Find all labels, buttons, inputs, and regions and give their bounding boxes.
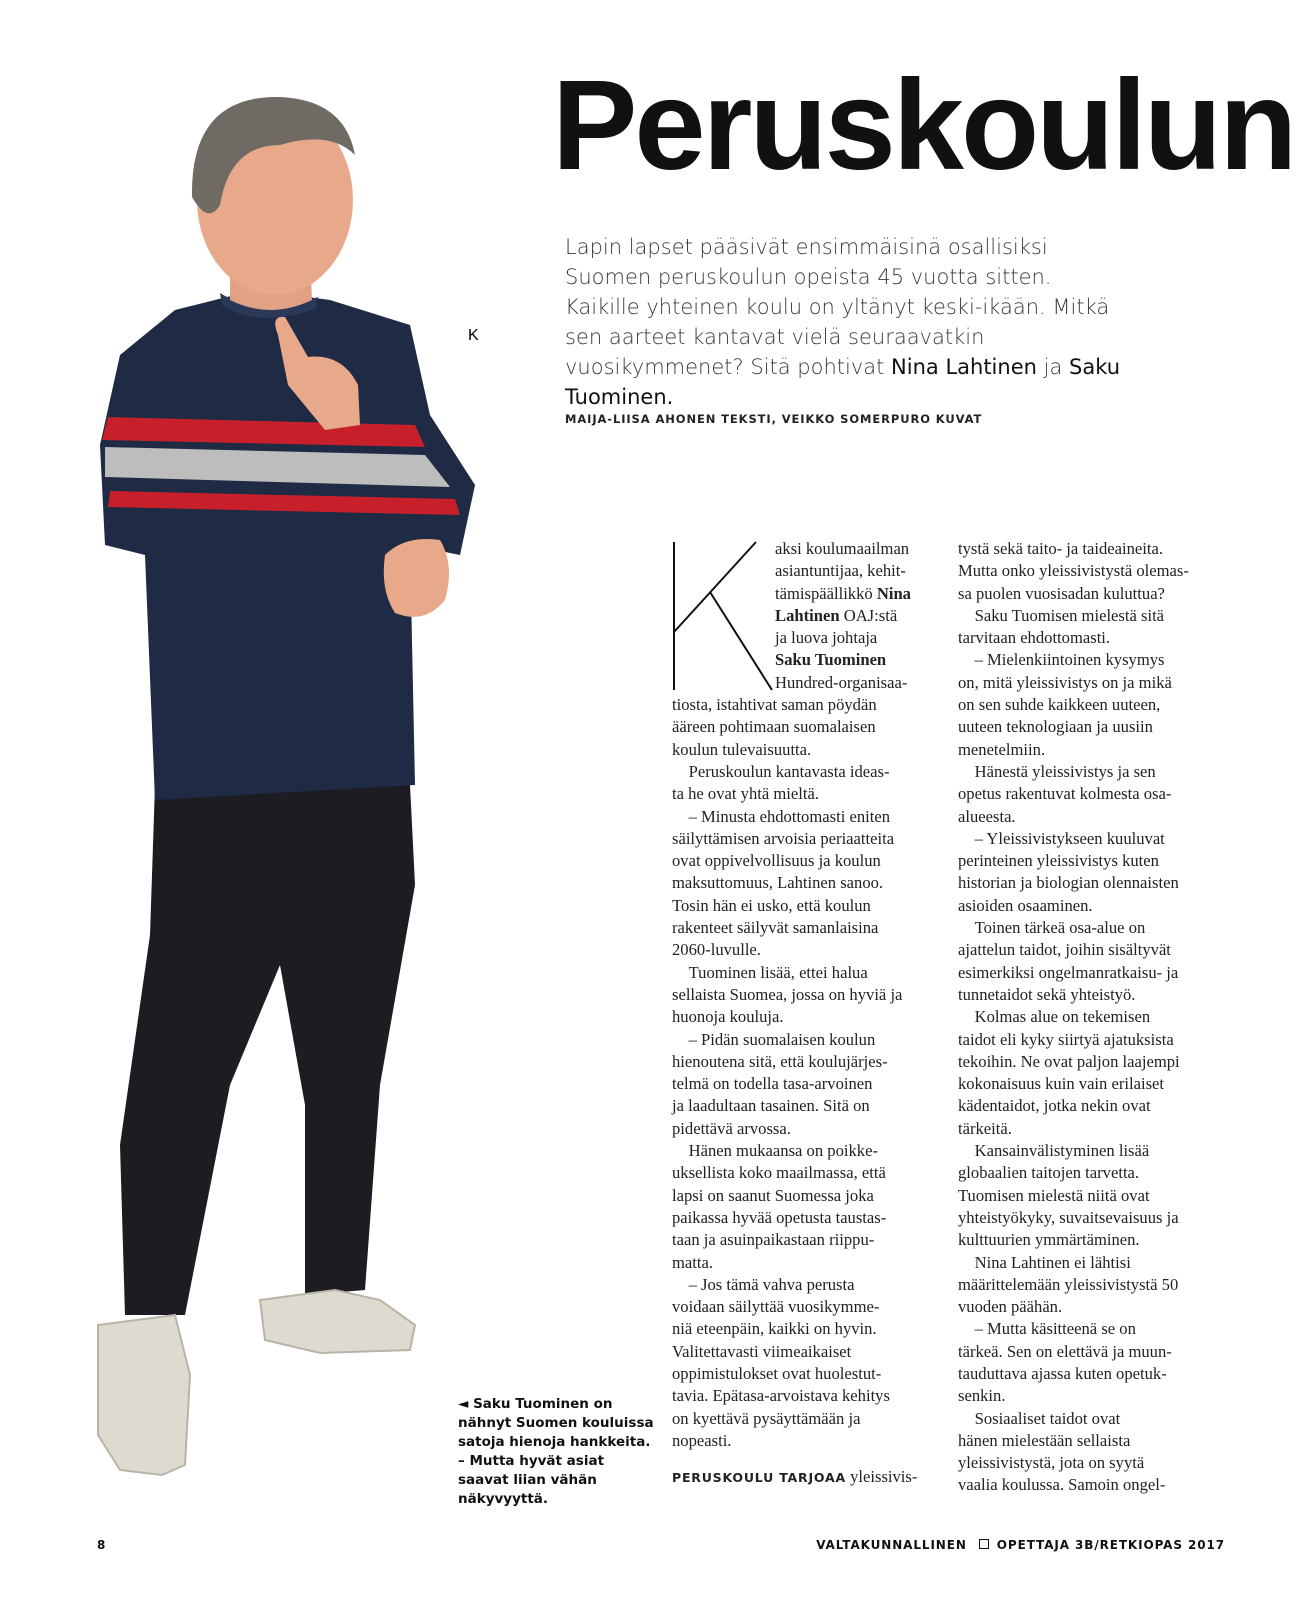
name-bold: Saku Tuominen: [775, 650, 887, 670]
body-line: alueesta.: [958, 806, 1016, 826]
body-line: kulttuurien ymmärtäminen.: [958, 1230, 1140, 1250]
body-line: perinteinen yleissivistys kuten: [958, 851, 1159, 871]
body-lines: [672, 694, 937, 1452]
body-text: tämispäällikkö: [775, 583, 873, 603]
body-line: pidettävä arvossa.: [672, 1118, 791, 1138]
body-line: Tosin hän ei usko, että koulun: [672, 895, 871, 915]
body-line: sa puolen vuosisadan kuluttua?: [958, 583, 1165, 603]
article-lede: [565, 232, 1125, 412]
body-column-2: [958, 538, 1228, 1497]
lede-join: ja: [1043, 355, 1063, 379]
portrait-photo: [80, 85, 510, 1505]
page-number: 8: [97, 1538, 106, 1552]
body-line: vaalia koulussa. Samoin ongel-: [958, 1475, 1166, 1495]
body-line: tunnetaidot sekä yhteistyö.: [958, 984, 1136, 1004]
separator-square-icon: [979, 1539, 989, 1549]
body-line: on, mitä yleissivistys on ja mikä: [958, 672, 1172, 692]
body-line: tärkeä. Sen on elettävä ja muun-: [958, 1341, 1172, 1361]
body-line: paikassa hyvää opetusta taustas-: [672, 1207, 887, 1227]
body-line: tekoihin. Ne ovat paljon laajempi: [958, 1051, 1180, 1071]
body-line: Kolmas alue on tekemisen: [958, 1007, 1151, 1027]
body-line: maksuttomuus, Lahtinen sanoo.: [672, 873, 884, 893]
body-line: yhteistyökyky, suvaitsevaisuus ja: [958, 1207, 1179, 1227]
name-bold: Lahtinen: [775, 605, 840, 625]
body-line: matta.: [672, 1252, 714, 1272]
dropcap-wrap-block: [775, 538, 937, 694]
drop-cap-text: K: [468, 327, 479, 344]
body-line: Sosiaaliset taidot ovat: [958, 1408, 1121, 1428]
body-line: asioiden osaaminen.: [958, 895, 1093, 915]
body-line: tystä sekä taito- ja taideaineita.: [958, 539, 1164, 558]
body-line: ja laadultaan tasainen. Sitä on: [672, 1096, 870, 1116]
body-line: säilyttämisen arvoisia periaatteita: [672, 828, 895, 848]
body-line: Tuomisen mielestä niitä ovat: [958, 1185, 1150, 1205]
body-line: hienoutena sitä, että koulujärjes-: [672, 1051, 888, 1071]
body-line: aksi koulumaailman: [775, 539, 910, 558]
lead-in-line: [672, 1466, 937, 1489]
body-line: 2060-luvulle.: [672, 940, 761, 960]
body-line: menetelmiin.: [958, 739, 1046, 759]
body-line: taidot eli kyky siirtyä ajatuksista: [958, 1029, 1174, 1049]
body-line: kokonaisuus kuin vain erilaiset: [958, 1074, 1165, 1094]
publication-name-b: OPETTAJA 3B/RETKIOPAS 2017: [996, 1538, 1225, 1552]
body-line: ääreen pohtimaan suomalaisen: [672, 717, 876, 737]
body-line: huonoja kouluja.: [672, 1007, 784, 1027]
body-line: sellaista Suomea, jossa on hyviä ja: [672, 984, 903, 1004]
body-line: Hundred-organisaa-: [775, 672, 908, 692]
body-line: – Mutta käsitteenä se on: [958, 1319, 1136, 1339]
body-line: – Pidän suomalaisen koulun: [672, 1029, 876, 1049]
body-line: yleissivistystä, jota on syytä: [958, 1453, 1145, 1473]
body-line: rakenteet säilyvät samanlaisina: [672, 918, 879, 938]
body-text: OAJ:stä: [839, 605, 898, 625]
body-text: yleissivis-: [845, 1467, 918, 1487]
body-line: niä eteenpäin, kaikki on hyvin.: [672, 1319, 877, 1339]
trousers: [120, 785, 415, 1315]
publication-footer: [816, 1538, 1225, 1552]
body-line: opetus rakentuvat kolmesta osa-: [958, 784, 1172, 804]
body-line: historian ja biologian olennaisten: [958, 873, 1179, 893]
body-line: uuteen teknologiaan ja uusiin: [958, 717, 1153, 737]
body-line: tavia. Epätasa-arvoistava kehitys: [672, 1386, 890, 1406]
body-line: Valitettavasti viimeaikaiset: [672, 1341, 852, 1361]
body-line: telmä on todella tasa-arvoinen: [672, 1074, 873, 1094]
lede-name-2: Saku Tuominen.: [565, 355, 1121, 409]
body-line: taan ja asuinpaikastaan riippu-: [672, 1230, 875, 1250]
body-line: – Jos tämä vahva perusta: [672, 1274, 855, 1294]
body-line: Kansainvälistyminen lisää: [958, 1141, 1150, 1161]
body-column-1: [672, 538, 937, 1489]
body-line: senkin.: [958, 1386, 1006, 1406]
photo-caption: ◄ Saku Tuominen on nähnyt Suomen kouluissa satoja hienoja hankkeita. – Mutta hyvät asiat saavat liian vähän näkyvyyttä.: [458, 1396, 654, 1507]
body-line: – Mielenkiintoinen kysymys: [958, 650, 1165, 670]
publication-name-a: VALTAKUNNALLINEN: [816, 1538, 967, 1552]
body-line: ajattelun taidot, joihin sisältyvät: [958, 940, 1171, 960]
lead-in-bold: PERUSKOULU TARJOAA: [672, 1470, 846, 1486]
body-line: voidaan säilyttää vuosikymme-: [672, 1297, 880, 1317]
lower-hand: [384, 539, 449, 617]
body-line: on kyettävä pysäyttämään ja: [672, 1408, 861, 1428]
body-line: koulun tulevaisuutta.: [672, 739, 812, 759]
body-line: oppimistulokset ovat huolestut-: [672, 1363, 882, 1383]
name-bold: Nina: [876, 583, 911, 603]
body-line: – Yleissivistykseen kuuluvat: [958, 828, 1165, 848]
body-line: on sen suhde kaikkeen uuteen,: [958, 695, 1161, 715]
body-line: Peruskoulun kantavasta ideas-: [672, 761, 890, 781]
byline-credit: MAIJA-LIISA AHONEN TEKSTI, VEIKKO SOMERPURO KUVAT: [565, 412, 983, 426]
body-line: tauduttava ajassa kuten opetuk-: [958, 1363, 1167, 1383]
body-line: [775, 583, 937, 605]
body-line: Nina Lahtinen ei lähtisi: [958, 1252, 1131, 1272]
lede-text: Lapin lapset pääsivät ensimmäisinä osallisiksi Suomen peruskoulun opeista 45 vuotta sitten. Kaikille yhteinen koulu on yltänyt keski-ikään. Mitkä sen aarteet kantavat vielä seuraavatkin vuosikymmenet? Sitä pohtivat: [565, 235, 1110, 379]
body-line: Mutta onko yleissivistystä olemas-: [958, 561, 1189, 581]
lede-name-1: Nina Lahtinen: [891, 355, 1037, 379]
body-line: asiantuntijaa, kehit-: [775, 561, 906, 581]
body-line: ta he ovat yhtä mieltä.: [672, 784, 819, 804]
body-line: – Minusta ehdottomasti eniten: [672, 806, 890, 826]
body-line: hänen mielestään sellaista: [958, 1430, 1131, 1450]
body-line: Saku Tuomisen mielestä sitä: [958, 605, 1165, 625]
body-line: Hänen mukaansa on poikke-: [672, 1141, 878, 1161]
body-line: tarvitaan ehdottomasti.: [958, 628, 1111, 648]
body-line: esimerkiksi ongelmanratkaisu- ja: [958, 962, 1179, 982]
body-line: Toinen tärkeä osa-alue on: [958, 918, 1146, 938]
left-shoe: [98, 1315, 190, 1475]
body-line: kädentaidot, jotka nekin ovat: [958, 1096, 1151, 1116]
body-line: uksellista koko maailmassa, että: [672, 1163, 886, 1183]
body-line: Hänestä yleissivistys ja sen: [958, 761, 1156, 781]
body-line: määrittelemään yleissivistystä 50: [958, 1274, 1179, 1294]
body-line: Tuominen lisää, ettei halua: [672, 962, 868, 982]
body-line: tärkeitä.: [958, 1118, 1012, 1138]
body-line: ovat oppivelvollisuus ja koulun: [672, 851, 881, 871]
body-line: tiosta, istahtivat saman pöydän: [672, 695, 877, 715]
article-title: Peruskoulun: [552, 54, 1295, 197]
body-line: vuoden päähän.: [958, 1297, 1063, 1317]
body-lines: [958, 538, 1228, 1497]
body-line: [775, 605, 937, 627]
body-line: nopeasti.: [672, 1430, 732, 1450]
body-line: globaalien taitojen tarvetta.: [958, 1163, 1140, 1183]
body-line: lapsi on saanut Suomessa joka: [672, 1185, 874, 1205]
right-shoe: [260, 1290, 415, 1353]
body-line: ja luova johtaja: [775, 628, 878, 648]
